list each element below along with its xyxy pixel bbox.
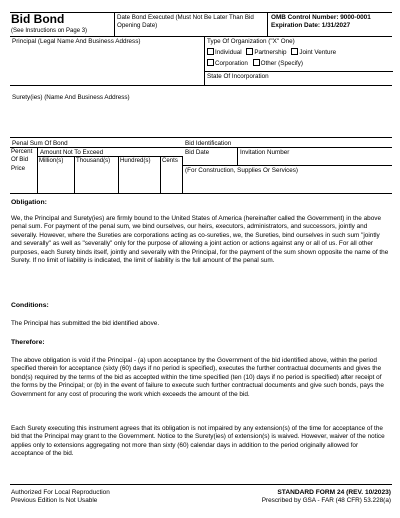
penal-bid-section: [10, 139, 392, 194]
state-of-incorporation-field[interactable]: [205, 71, 393, 85]
principal-section: [10, 37, 392, 86]
footer: [10, 484, 392, 506]
therefore-text-2: Each Surety executing this instrument agrees that its obligation is not impaired by any extension(s) of the time for acceptance of the bid that the Principal may grant to the Government. Notice to the Surety(ies) of extension(s) is waived. However, waiver of the notice applies only to extensions aggregating not more than sixty (60) calendar days in addition to the period originally allowed for acceptance of the bid.: [11, 425, 385, 458]
penal-sum-label: Penal Sum Of Bond: [10, 139, 183, 148]
millions-label: Million(s): [39, 157, 64, 164]
penal-sum-block: [10, 139, 183, 193]
therefore-heading: Therefore:: [11, 339, 45, 346]
option-individual[interactable]: Individual: [207, 49, 242, 56]
org-type-row-2: [205, 57, 392, 70]
checkbox-icon: [253, 59, 260, 66]
principal-field[interactable]: [10, 37, 204, 85]
surety-field[interactable]: [10, 86, 392, 138]
millions-field[interactable]: [38, 157, 75, 193]
conditions-heading: Conditions:: [11, 302, 49, 309]
therefore-text-1: The above obligation is void if the Principal - (a) upon acceptance by the Government of the bid identified above, within the period specified therein for acceptance (sixty (60) days if no period is specified), executes the further contractual documents and gives the bond(s) required by the terms of the bid as accepted within the time specified (ten (10) days if no period is specified) after receipt of the forms by the Principal; or (b) in the event of failure to execute such further contractual documents and give such bonds, pays the Government for any cost of procuring the work which exceeds the amount of the bid.: [11, 357, 384, 398]
form-header: [10, 12, 392, 37]
bid-identification-label: Bid Identification: [183, 139, 392, 148]
for-construction-label: (For Construction, Supplies Or Services): [185, 167, 299, 174]
surety-label: Surety(ies) (Name And Business Address): [12, 94, 130, 101]
checkbox-icon: [246, 48, 253, 55]
bid-identification-block: [183, 139, 392, 193]
omb-block: [267, 13, 392, 37]
org-type-label: Type Of Organization ("X" One): [207, 38, 295, 45]
percent-label: Percent: [11, 148, 33, 155]
invitation-number-label: Invitation Number: [240, 148, 290, 156]
option-partnership[interactable]: Partnership: [246, 49, 286, 56]
principal-label: Principal (Legal Name And Business Address): [12, 38, 141, 45]
previous-edition-note: Previous Edition Is Not Usable: [11, 497, 98, 504]
cents-field[interactable]: [161, 157, 183, 193]
checkbox-icon: [207, 48, 214, 55]
option-joint-venture[interactable]: Joint Venture: [291, 49, 336, 56]
checkbox-icon: [207, 59, 214, 66]
instructions-note: (See Instructions on Page 3): [11, 28, 88, 34]
form-title: Bid Bond: [11, 12, 65, 26]
prescribed-by: Prescribed by GSA - FAR (48 CFR) 53.228(a): [261, 497, 391, 504]
hundreds-field[interactable]: [119, 157, 161, 193]
bid-date-label: Bid Date: [185, 148, 210, 156]
date-executed-field[interactable]: [114, 13, 267, 37]
date-executed-label: Date Bond Executed (Must Not Be Later Than Bid Opening Date): [117, 14, 254, 29]
percent-field[interactable]: [10, 148, 38, 193]
omb-control-number: OMB Control Number: 9000-0001: [271, 14, 371, 21]
for-construction-field[interactable]: [183, 166, 392, 193]
form-number: STANDARD FORM 24 (REV. 10/2023): [277, 489, 391, 496]
checkbox-icon: [291, 48, 298, 55]
amount-label: Amount Not To Exceed: [38, 148, 183, 157]
thousands-label: Thousand(s): [76, 157, 111, 164]
authorized-reproduction: Authorized For Local Reproduction: [11, 489, 110, 496]
org-type-row-1: [205, 47, 392, 58]
option-other[interactable]: Other (Specify): [253, 60, 303, 67]
cents-label: Cents: [162, 157, 178, 164]
bid-date-field[interactable]: [183, 148, 238, 166]
obligation-text: We, the Principal and Surety(ies) are firmly bound to the United States of America (hereinafter called the Government) in the above penal sum. For payment of the penal sum, we bind ourselves, our heirs, executors, administrators, and successors, jointly and severally. However, where the Sureties are corporations acting as co-sureties, we, the Sureties, bind ourselves in such sum "jointly and severally" as well as "severally" only for the purpose of allowing a joint action or actions against any or all of us. For all other purposes, each Surety binds itself, jointly and severally with the Principal, for the payment of the sum shown opposite the name of the Surety. If no limit of liability is indicated, the limit of liability is the full amount of the penal sum.: [11, 215, 389, 265]
option-corporation[interactable]: Corporation: [207, 60, 248, 67]
invitation-number-field[interactable]: [238, 148, 392, 166]
state-label: State Of Incorporation: [207, 73, 269, 80]
thousands-field[interactable]: [75, 157, 119, 193]
org-type-block: [204, 37, 392, 85]
obligation-heading: Obligation:: [11, 199, 47, 206]
expiration-date: Expiration Date: 1/31/2027: [271, 22, 351, 29]
of-bid-label: Of Bid: [11, 156, 29, 164]
conditions-text: The Principal has submitted the bid identified above.: [11, 320, 160, 327]
hundreds-label: Hundred(s): [120, 157, 151, 164]
price-label: Price: [11, 164, 26, 172]
